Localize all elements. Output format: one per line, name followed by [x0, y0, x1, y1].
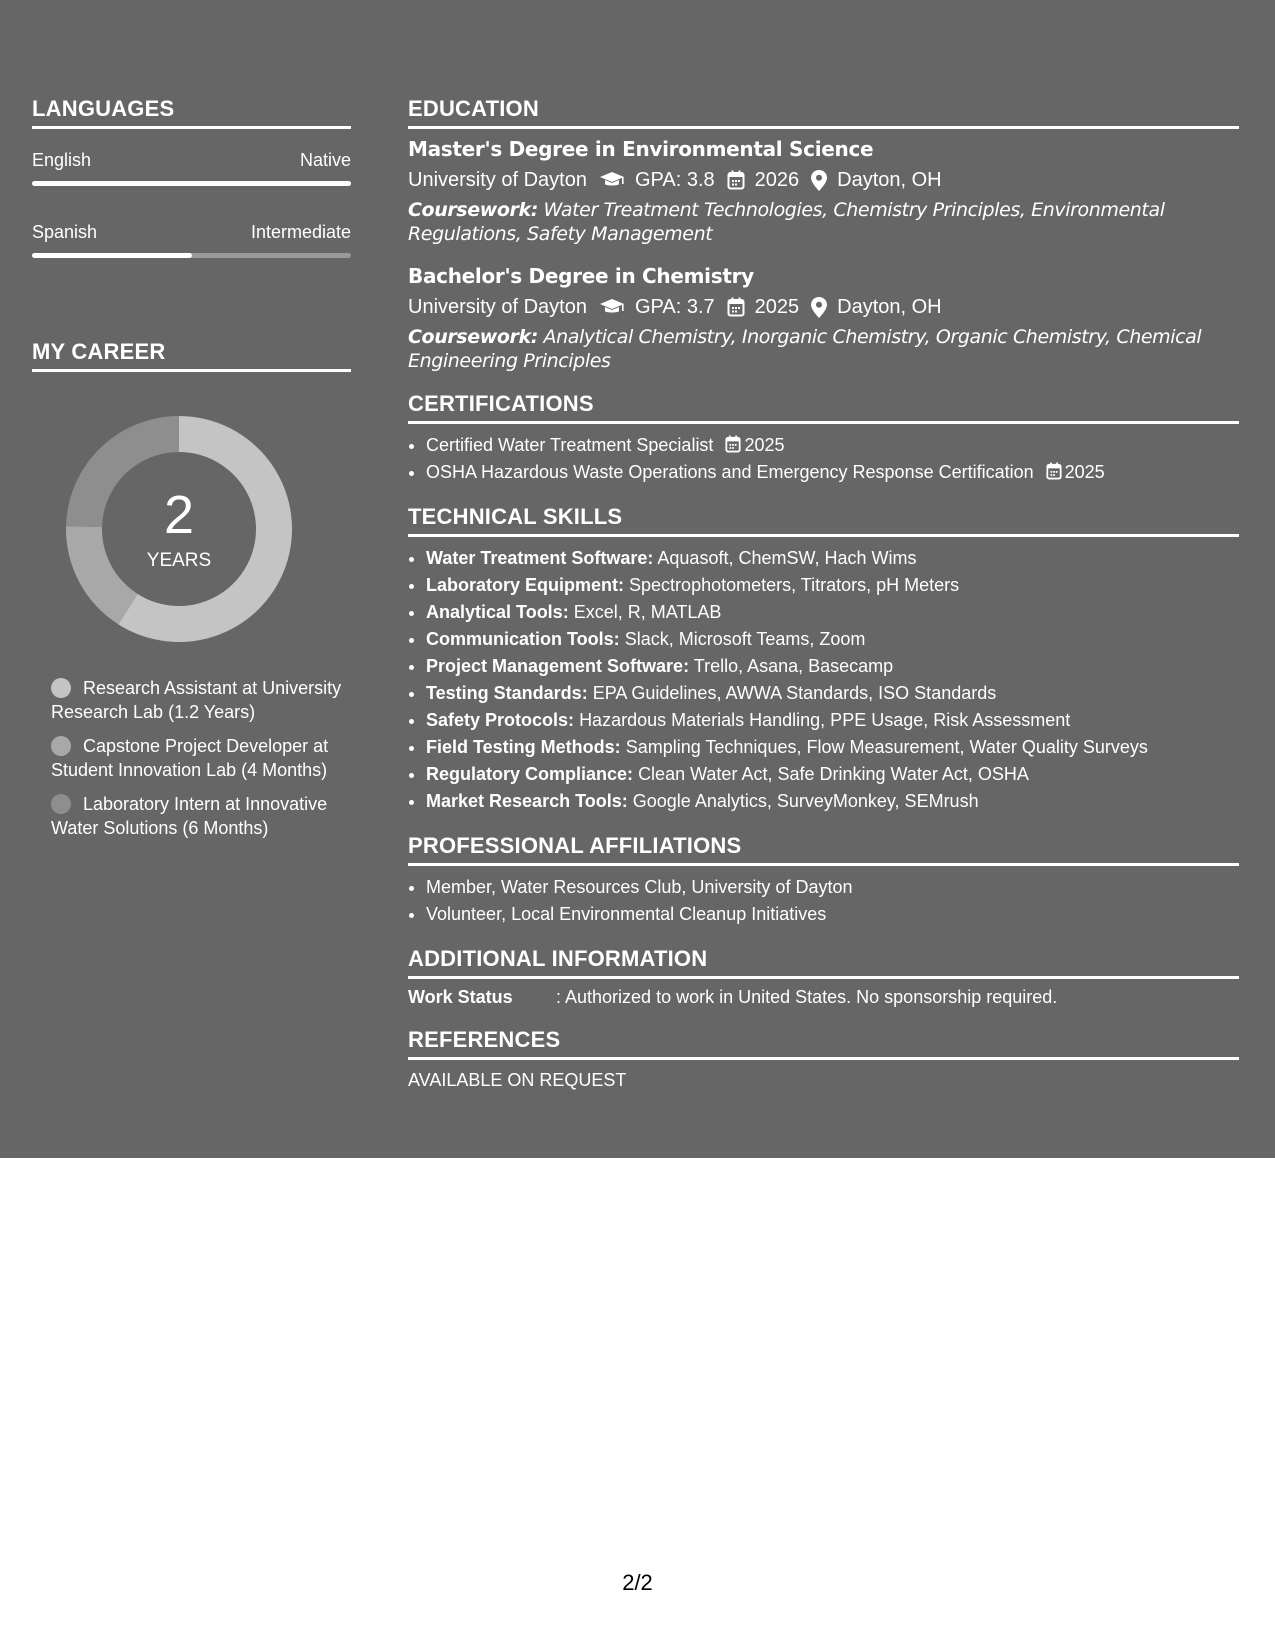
skill-item: [426, 653, 1239, 680]
skill-value: Clean Water Act, Safe Drinking Water Act, OSHA: [638, 764, 1029, 784]
certification-name: OSHA Hazardous Waste Operations and Emergency Response Certification: [426, 462, 1034, 482]
skill-value: Excel, R, MATLAB: [573, 602, 722, 622]
skill-item: [426, 545, 1239, 572]
language-proficiency-fill: [32, 253, 192, 258]
coursework-list: Analytical Chemistry, Inorganic Chemistry, Organic Chemistry, Chemical Engineering Principles: [408, 326, 1202, 372]
skill-label: Testing Standards:: [426, 683, 588, 703]
skill-item: [426, 734, 1239, 761]
language-level: Intermediate: [250, 222, 351, 242]
education-location: Dayton, OH: [837, 169, 942, 191]
career-total: [66, 416, 292, 642]
career-legend-item: [51, 676, 351, 724]
certification-year: 2025: [1064, 462, 1105, 482]
career-title: MY CAREER: [32, 339, 351, 372]
language-proficiency-bar: [32, 253, 351, 258]
affiliation-item: • Member, Water Resources Club, University of Dayton: [426, 874, 1239, 901]
references-title: REFERENCES: [408, 1027, 1239, 1060]
left-column: [32, 96, 351, 850]
career-legend-item: [51, 792, 351, 840]
skills-list: [408, 545, 1239, 815]
calendar-icon: [727, 297, 745, 317]
skill-value: Sampling Techniques, Flow Measurement, Water Quality Surveys: [625, 737, 1148, 757]
work-status-value: : Authorized to work in United States. No sponsorship required.: [556, 987, 1058, 1007]
language-item: [32, 221, 351, 273]
affiliations-title: PROFESSIONAL AFFILIATIONS: [408, 833, 1239, 866]
education-location: Dayton, OH: [837, 296, 942, 318]
skill-label: Water Treatment Software:: [426, 548, 654, 568]
skill-item: [426, 788, 1239, 815]
work-status-label: Work Status: [408, 987, 513, 1007]
graduation-cap-icon: [599, 298, 625, 316]
language-level: Native: [299, 150, 351, 170]
skill-label: Communication Tools:: [426, 629, 620, 649]
language-item: [32, 149, 351, 201]
skill-label: Safety Protocols:: [426, 710, 575, 730]
education-item: [408, 137, 1239, 246]
skill-item: [426, 761, 1239, 788]
skills-title: TECHNICAL SKILLS: [408, 504, 1239, 537]
degree-title: Bachelor's Degree in Chemistry: [408, 264, 754, 288]
skill-value: Aquasoft, ChemSW, Hach Wims: [657, 548, 917, 568]
calendar-icon: [725, 435, 741, 453]
graduation-year: 2025: [754, 296, 800, 318]
career-legend-item: [51, 734, 351, 782]
work-status-row: [408, 985, 1239, 1009]
career-legend-label: Laboratory Intern at Innovative Water Solutions (6 Months): [51, 794, 328, 838]
career-legend-label: Capstone Project Developer at Student Innovation Lab (4 Months): [51, 736, 329, 780]
coursework-label: Coursework:: [408, 326, 538, 348]
coursework-label: Coursework:: [408, 199, 538, 221]
skill-label: Project Management Software:: [426, 656, 690, 676]
skill-item: [426, 626, 1239, 653]
degree-title: Master's Degree in Environmental Science: [408, 137, 874, 161]
education-meta: [408, 168, 1239, 192]
language-name: English: [32, 150, 92, 170]
graduation-cap-icon: [599, 171, 625, 189]
affiliations-list: [408, 874, 1239, 928]
language-proficiency-fill: [32, 181, 351, 186]
certification-name: Certified Water Treatment Specialist: [426, 435, 714, 455]
affiliations-section: [408, 833, 1239, 928]
skill-label: Laboratory Equipment:: [426, 575, 625, 595]
affiliation-item: • Volunteer, Local Environmental Cleanup Initiatives: [426, 901, 1239, 928]
skills-section: [408, 504, 1239, 815]
graduation-year: 2026: [754, 169, 800, 191]
certification-year: 2025: [744, 435, 785, 455]
additional-title: ADDITIONAL INFORMATION: [408, 946, 1239, 979]
school-name: University of Dayton: [408, 296, 587, 318]
education-title: EDUCATION: [408, 96, 1239, 129]
page-number: 2/2: [622, 1570, 653, 1595]
additional-section: [408, 946, 1239, 1009]
career-legend-label: Research Assistant at University Research Lab (1.2 Years): [51, 678, 342, 722]
skill-value: Slack, Microsoft Teams, Zoom: [624, 629, 866, 649]
certifications-section: [408, 391, 1239, 486]
education-meta: [408, 295, 1239, 319]
coursework: [408, 325, 1239, 373]
calendar-icon: [727, 170, 745, 190]
education-item: [408, 264, 1239, 373]
skill-label: Field Testing Methods:: [426, 737, 621, 757]
references-section: [408, 1027, 1239, 1092]
career-section: [32, 339, 351, 840]
languages-title: LANGUAGES: [32, 96, 351, 129]
map-pin-icon: [811, 297, 827, 318]
skill-item: [426, 572, 1239, 599]
certification-item: [426, 432, 1239, 459]
skill-item: [426, 707, 1239, 734]
coursework: [408, 198, 1239, 246]
legend-dot-icon: [51, 794, 71, 814]
skill-label: Market Research Tools:: [426, 791, 628, 811]
career-donut-chart: [66, 416, 292, 642]
career-total-number: 2: [163, 485, 195, 545]
skill-label: Regulatory Compliance:: [426, 764, 634, 784]
skill-item: [426, 680, 1239, 707]
skill-value: Spectrophotometers, Titrators, pH Meters: [629, 575, 960, 595]
skill-item: [426, 599, 1239, 626]
skill-value: Hazardous Materials Handling, PPE Usage, Risk Assessment: [579, 710, 1071, 730]
legend-dot-icon: [51, 736, 71, 756]
right-column: [408, 96, 1239, 1092]
school-name: University of Dayton: [408, 169, 587, 191]
skill-value: Trello, Asana, Basecamp: [693, 656, 894, 676]
skill-label: Analytical Tools:: [426, 602, 569, 622]
certifications-list: [408, 432, 1239, 486]
map-pin-icon: [811, 170, 827, 191]
language-proficiency-bar: [32, 181, 351, 186]
coursework-list: Water Treatment Technologies, Chemistry Principles, Environmental Regulations, Safety Management: [408, 199, 1165, 245]
skill-value: EPA Guidelines, AWWA Standards, ISO Standards: [592, 683, 997, 703]
gpa: GPA: 3.8: [634, 169, 715, 191]
gpa: GPA: 3.7: [634, 296, 715, 318]
legend-dot-icon: [51, 678, 71, 698]
certifications-title: CERTIFICATIONS: [408, 391, 1239, 424]
career-legend: [51, 676, 351, 840]
language-name: Spanish: [32, 222, 98, 242]
references-text: AVAILABLE ON REQUEST: [408, 1070, 627, 1090]
calendar-icon: [1046, 462, 1062, 480]
certification-item: [426, 459, 1239, 486]
career-total-unit: YEARS: [146, 550, 212, 571]
skill-value: Google Analytics, SurveyMonkey, SEMrush: [632, 791, 979, 811]
